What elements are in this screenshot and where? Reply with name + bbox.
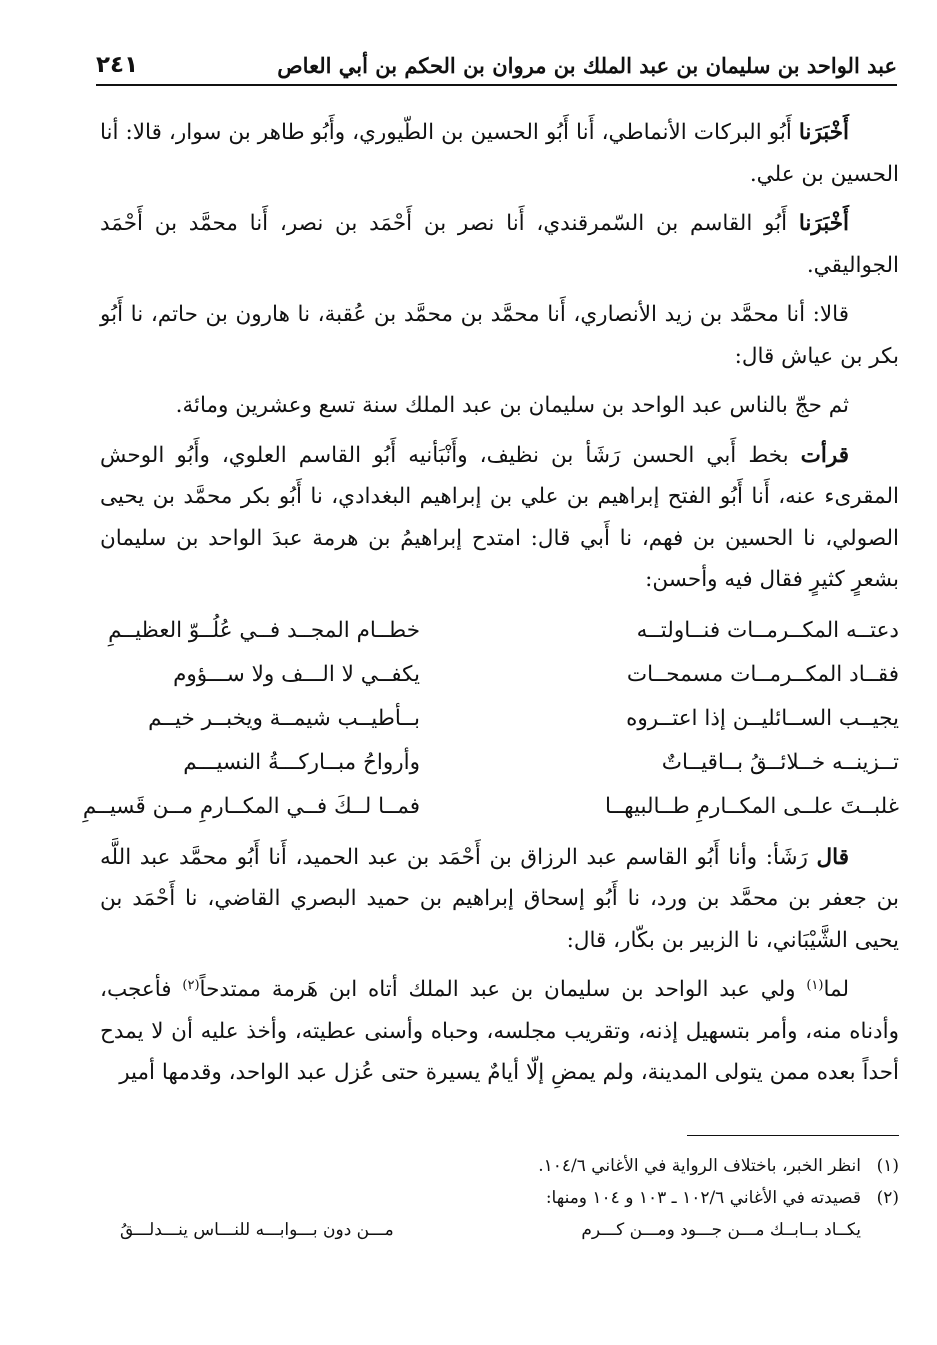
paragraph-text: رَشَأ: وأنا أَبُو القاسم عبد الرزاق بن أَحْمَد بن عبد الحميد، أَنا أَبُو محمَّد عبد اللَّه بن جعفر بن محمَّد بن ورد، نا أَبُو إسحاق إبراهيم بن حميد البصري القاضي، نا أَحْمَد بن يحيى الشَّيْبَاني، نا الزبير بن بكّار، قال: <box>100 844 899 953</box>
verse-second-hemistich: وأرواحُ مبــاركـــةُ النسيـــم <box>183 749 420 775</box>
verse-first-hemistich: يكــاد بــابــك مـــن جـــود ومـــن كـــرم <box>581 1220 861 1240</box>
poem-verse <box>100 609 899 653</box>
paragraph <box>100 385 899 427</box>
poem-verse <box>82 785 899 829</box>
paragraph-text: فأعجب، وأدناه منه، وأمر بتسهيل إذنه، وتقريب مجلسه، وحباه وأسنى عطيته، وأخذ عليه أن لا يمدح أحداً بعده ممن يتولى المدينة، ولم يمضِ إلّا أيامٌ يسيرة حتى عُزل عبد الواحد، وقدمها أمير <box>100 977 899 1085</box>
verse-first-hemistich: دعتــه المكــرمــات فنــاولتــه <box>636 617 899 643</box>
paragraph-lead: أَخْبَرَنا <box>798 120 849 145</box>
header-title: عبد الواحد بن سليمان بن عبد الملك بن مروان بن الحكم بن أبي العاص <box>277 53 897 78</box>
poem-verse <box>100 741 899 785</box>
verse-second-hemistich: فمــا لــكَ فــي المكــارمِ مــن قَسيــمِ <box>82 793 420 819</box>
verse-second-hemistich: مـــن دون بـــوابـــه للنـــاس ينـــدلـــقُ <box>120 1220 394 1240</box>
verse-first-hemistich: غلبــتَ علــى المكــارمِ طــالبيهــا <box>604 793 899 819</box>
footnote <box>100 1182 899 1214</box>
poem <box>82 609 899 829</box>
paragraph-text: أَبُو البركات الأنماطي، أَنا أَبُو الحسين بن الطّيوري، وأَبُو طاهر بن سوار، قالا: أنا الحسين بن علي. <box>100 120 899 187</box>
paragraph <box>100 969 899 1094</box>
paragraph-lead: قرأت <box>800 442 849 468</box>
running-header <box>96 40 897 86</box>
paragraph-text: قالا: أنا محمَّد بن زيد الأنصاري، أَنا محمَّد بن محمَّد بن عُقبة، نا هارون بن حاتم، نا أَبُو بكر بن عياش قال: <box>100 302 899 369</box>
paragraph-lead: أَخْبَرَنا <box>798 211 849 236</box>
paragraph-text: بخط أَبي الحسن رَشَأ بن نظيف، وأَنْبَأنيه أَبُو القاسم العلوي، وأَبُو الوحش المقرىء عنه، أَنا أَبُو الفتح إبراهيم بن علي بن إبراهيم البغدادي، نا أَبُو بكر محمَّد بن يحيى الصولي، نا الحسين بن فهم، نا أَبي قال: امتدح إبراهيمُ بن هرمة عبدَ الواحد بن سليمان بشعرٍ كثيرٍ فقال فيه وأحسن: <box>100 442 899 592</box>
paragraph-text: أَبُو القاسم بن السّمرقندي، أَنا نصر بن أَحْمَد بن نصر، أَنا محمَّد بن أَحْمَد الجواليقي. <box>100 211 899 278</box>
paragraph-text: لما <box>823 977 849 1002</box>
verse-first-hemistich: فقــاد المكــرمــات مسمحــات <box>626 661 899 687</box>
verse-second-hemistich: يكفــي لا الـــف ولا ســـؤوم <box>173 661 420 687</box>
page-number: ٢٤١ <box>96 52 139 78</box>
footnote-ref: (١) <box>806 978 824 993</box>
footnote-text: قصيدته في الأغاني ١٠٢/٦ ـ ١٠٣ و ١٠٤ ومنها: <box>545 1188 861 1208</box>
verse-second-hemistich: بــأطيــب شيمــة ويخبــر خيــم <box>148 705 420 731</box>
footnote-number: (٢) <box>876 1188 899 1208</box>
footnote-divider <box>687 1135 899 1136</box>
paragraph <box>100 112 899 195</box>
poem-verse <box>100 697 899 741</box>
verse-first-hemistich: تــزينــه خــلائــقُ بــاقيــاتٌ <box>661 749 899 775</box>
poem-verse <box>100 653 899 697</box>
paragraph <box>100 203 899 286</box>
footnote-ref: (٢) <box>182 978 200 993</box>
footnotes <box>100 1150 899 1246</box>
paragraph-text: ولي عبد الواحد بن سليمان بن عبد الملك أتاه ابن هَرمة ممتدحاً <box>199 977 807 1002</box>
paragraph <box>100 837 899 962</box>
footnote <box>100 1150 899 1182</box>
paragraph-lead: قال <box>816 844 849 870</box>
verse-second-hemistich: خطــام المجــد فــي عُلُــوّ العظيــمِ <box>108 617 420 643</box>
paragraph <box>100 435 899 601</box>
footnote-text: انظر الخبر، باختلاف الرواية في الأغاني ١٠٤/٦. <box>538 1156 861 1176</box>
footnote-verse <box>100 1214 899 1246</box>
main-text <box>82 112 899 1094</box>
paragraph-text: ثم حجّ بالناس عبد الواحد بن سليمان بن عبد الملك سنة تسع وعشرين ومائة. <box>175 393 849 418</box>
footnote-number: (١) <box>876 1156 899 1176</box>
verse-first-hemistich: يجيــب الســائليــن إذا اعتــروه <box>626 705 899 731</box>
paragraph <box>100 294 899 377</box>
